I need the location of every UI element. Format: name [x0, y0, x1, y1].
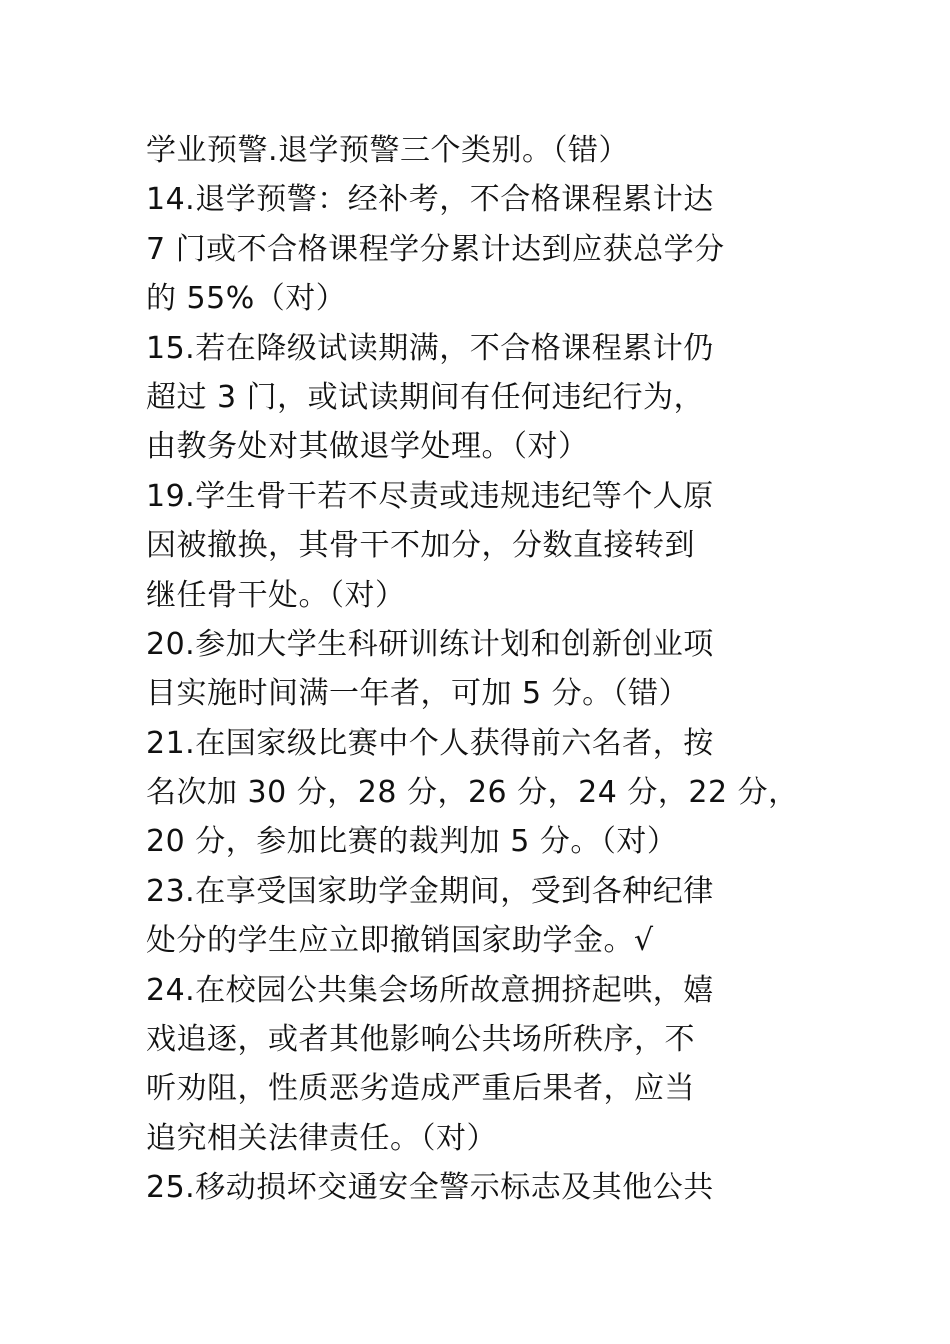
text-line: 因被撤换，其骨干不加分，分数直接转到	[146, 528, 695, 564]
text-line: 目实施时间满一年者，可加 5 分。（错）	[146, 676, 690, 712]
text-line: 学业预警.退学预警三个类别。（错）	[146, 133, 630, 168]
text-line: 25.移动损坏交通安全警示标志及其他公共	[146, 1170, 714, 1206]
text-line: 19.学生骨干若不尽责或违规违纪等个人原	[146, 478, 714, 514]
text-line: 24.在校园公共集会场所故意拥挤起哄，嬉	[146, 972, 714, 1008]
text-line: 听劝阻，性质恶劣造成严重后果者，应当	[146, 1071, 695, 1107]
text-line: 由教务处对其做退学处理。（对）	[146, 429, 589, 465]
text-line: 处分的学生应立即撤销国家助学金。√	[146, 923, 654, 959]
text-line: 7 门或不合格课程学分累计达到应获总学分	[146, 231, 725, 267]
text-line: 20 分，参加比赛的裁判加 5 分。（对）	[146, 824, 678, 860]
text-line: 名次加 30 分，28 分，26 分，24 分，22 分，	[146, 775, 799, 811]
document-body	[146, 126, 836, 1213]
text-line: 追究相关法律责任。（对）	[146, 1120, 497, 1156]
text-line: 的 55%（对）	[146, 281, 347, 317]
text-line: 15.若在降级试读期满，不合格课程累计仍	[146, 330, 714, 366]
text-line: 超过 3 门，或试读期间有任何违纪行为，	[146, 379, 705, 415]
text-line: 14.退学预警：经补考，不合格课程累计达	[146, 182, 714, 218]
text-line: 戏追逐，或者其他影响公共场所秩序，不	[146, 1022, 695, 1058]
text-line: 23.在享受国家助学金期间，受到各种纪律	[146, 873, 714, 909]
text-line: 继任骨干处。（对）	[146, 577, 406, 613]
text-line: 21.在国家级比赛中个人获得前六名者，按	[146, 725, 714, 761]
text-line: 20.参加大学生科研训练计划和创新创业项	[146, 626, 714, 662]
